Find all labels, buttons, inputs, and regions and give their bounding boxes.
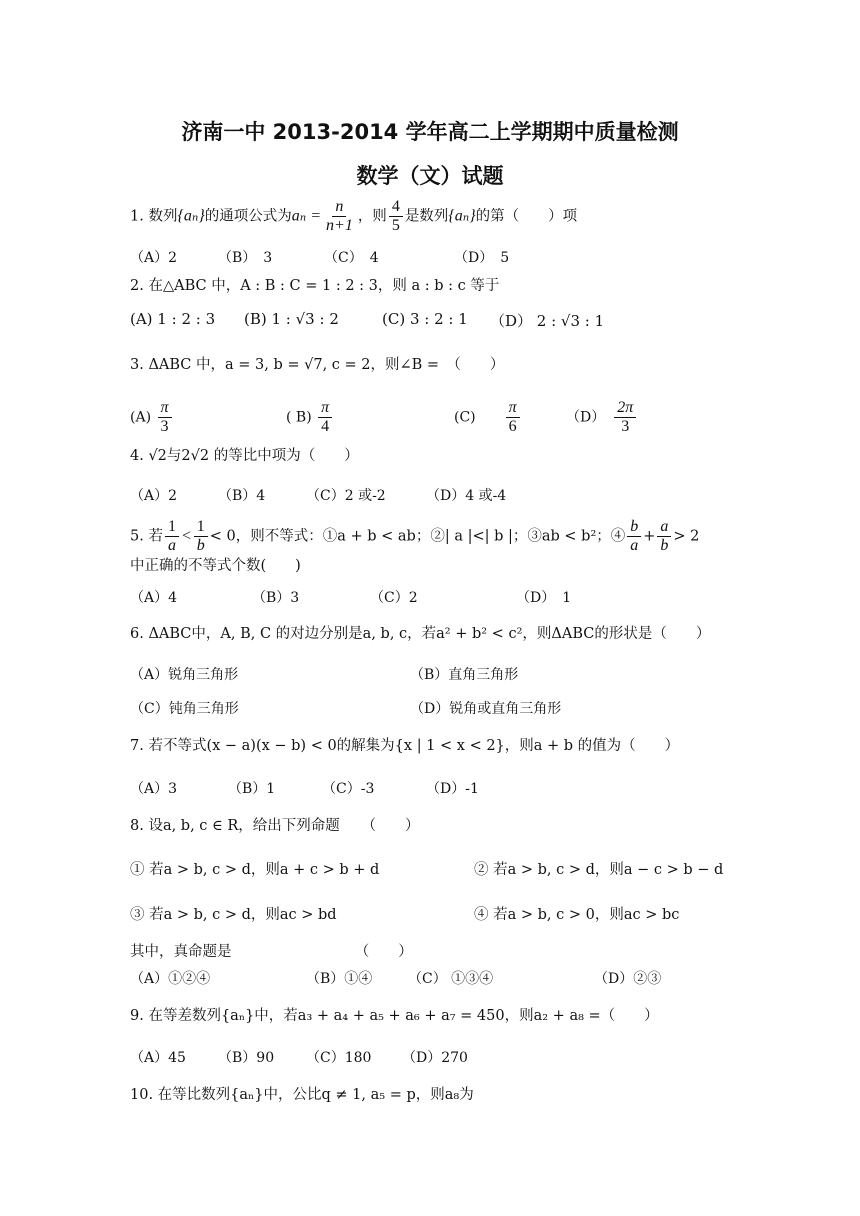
q8-proposition-2: ② 若a > b, c > d，则a − c > b − d (474, 862, 724, 878)
q1-option-b: （B） 3 (218, 250, 273, 266)
q5-option-b: （B）3 (252, 590, 300, 606)
question-5-stem-continued: 中正确的不等式个数( ) (130, 558, 301, 574)
question-5-stem: 5. 若 $\frac{1}{a}$ < $\frac{1}{b}$ < 0，则不等式：①a + b < ab；②| a |<| b |；③ab < b²；④ $\frac{b}{a}$ + $\frac{a}{b}$ > 2 (130, 518, 700, 554)
q3-option-c: (C) $\frac{\pi}{6}$ (454, 399, 522, 436)
q9-option-d: （D）270 (402, 1050, 468, 1066)
q7-option-b: （B）1 (228, 781, 276, 797)
q2-option-d: （D） 2 : √3 : 1 (490, 312, 605, 330)
question-7-stem: 7. 若不等式(x − a)(x − b) < 0的解集为{x | 1 < x < 2}，则a + b 的值为（ ） (130, 738, 680, 754)
q8-proposition-4: ④ 若a > b, c > 0，则ac > bc (474, 907, 680, 923)
q3-option-d: （D） $\frac{2\pi}{3}$ (566, 399, 638, 436)
q8-option-b: （B）①④ (306, 971, 373, 987)
q6-option-a: （A）锐角三角形 (130, 667, 239, 683)
q4-option-d: （D）4 或-4 (426, 488, 507, 504)
q5-option-a: （A）4 (130, 590, 178, 606)
q2-option-c: (C) 3 : 2 : 1 (382, 310, 468, 328)
q4-option-a: （A）2 (130, 488, 178, 504)
question-4-stem: 4. √2与2√2 的等比中项为（ ） (130, 448, 359, 464)
q2-option-b: (B) 1 : √3 : 2 (244, 310, 339, 328)
q7-option-c: （C）-3 (322, 781, 375, 797)
q7-option-d: （D）-1 (426, 781, 479, 797)
question-8-stem: 8. 设a, b, c ∈ R，给出下列命题 （ ） (130, 818, 420, 834)
q2-option-a: (A) 1 : 2 : 3 (130, 310, 216, 328)
q5-option-c: （C）2 (370, 590, 418, 606)
exam-title: 济南一中 2013-2014 学年高二上学期期中质量检测 (181, 120, 679, 144)
q8-proposition-3: ③ 若a > b, c > d，则ac > bd (130, 907, 337, 923)
q6-option-c: （C）钝角三角形 (130, 701, 239, 717)
question-9-stem: 9. 在等差数列{aₙ}中，若a₃ + a₄ + a₅ + a₆ + a₇ = 450，则a₂ + a₈ =（ ） (130, 1008, 659, 1024)
q6-option-d: （D）锐角或直角三角形 (410, 701, 562, 717)
q7-option-a: （A）3 (130, 781, 178, 797)
question-6-stem: 6. ΔABC中，A, B, C 的对边分别是a, b, c，若a² + b² < c²，则ΔABC的形状是（ ） (130, 626, 711, 642)
q1-option-a: （A）2 (130, 250, 178, 266)
question-10-stem: 10. 在等比数列{aₙ}中，公比q ≠ 1, a₅ = p，则a₈为 (130, 1087, 474, 1103)
q1-option-d: （D） 5 (454, 250, 510, 266)
q6-option-b: （B）直角三角形 (410, 667, 519, 683)
question-3-stem: 3. ΔABC 中，a = 3, b = √7, c = 2，则∠B = （ ） (130, 357, 505, 373)
q8-which-true: 其中，真命题是 （ ） (130, 944, 413, 960)
q9-option-a: （A）45 (130, 1050, 186, 1066)
q3-option-a: (A) $\frac{\pi}{3}$ (130, 399, 174, 436)
q8-proposition-1: ① 若a > b, c > d，则a + c > b + d (130, 862, 380, 878)
exam-subtitle: 数学（文）试题 (356, 164, 504, 188)
q1-option-c: （C） 4 (324, 250, 379, 266)
q9-option-b: （B）90 (218, 1050, 275, 1066)
q8-option-d: （D）②③ (594, 971, 662, 987)
q5-option-d: （D） 1 (516, 590, 572, 606)
question-1-stem: 1. 数列{aₙ}的通项公式为aₙ = $\frac{n}{n+1}$ ，则 $\frac{4}{5}$ 是数列{aₙ}的第（ ）项 (130, 198, 578, 234)
q3-option-b: ( B) $\frac{\pi}{4}$ (286, 399, 334, 436)
q8-option-a: （A）①②④ (130, 971, 211, 987)
question-2-stem: 2. 在△ABC 中，A : B : C = 1 : 2 : 3，则 a : b : c 等于 (130, 278, 500, 294)
q9-option-c: （C）180 (306, 1050, 372, 1066)
q8-option-c: （C） ①③④ (408, 971, 494, 987)
q4-option-c: （C）2 或-2 (306, 488, 386, 504)
q4-option-b: （B）4 (218, 488, 266, 504)
